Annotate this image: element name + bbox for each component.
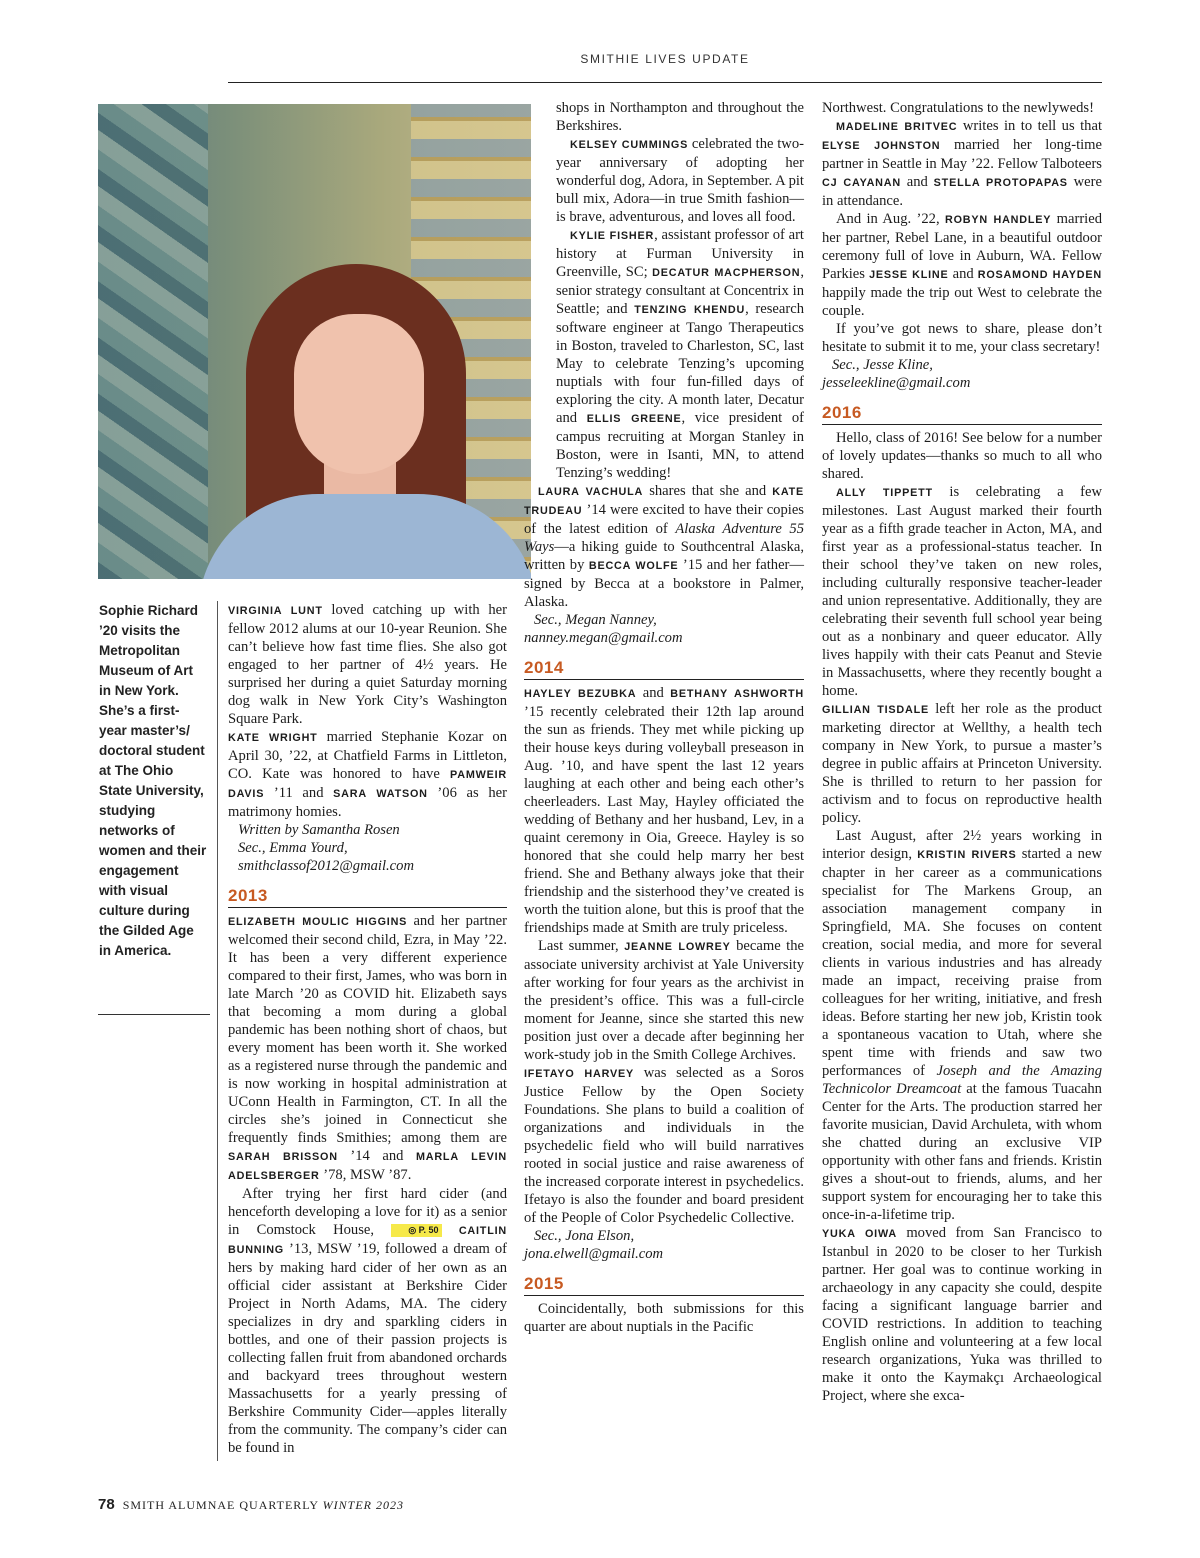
year-heading: 2016 (822, 400, 1102, 425)
class-note-continued: shops in Northampton and throughout the Berkshires. (556, 100, 804, 134)
class-note: Coincidentally, both submissions for this quarter are about nuptials in the Pacific (524, 1301, 804, 1335)
class-note-continued: Northwest. Congratulations to the newlyweds! (822, 100, 1094, 116)
page-number: 78 (98, 1496, 115, 1513)
secretary-email[interactable]: smithclassof2012@gmail.com (238, 858, 414, 874)
column-divider (217, 601, 218, 1461)
year-heading: 2015 (524, 1271, 804, 1296)
class-note: Hello, class of 2016! See below for a number of lovely updates—thanks so much to all who shared. (822, 430, 1102, 482)
class-note: GILLIAN TISDALE left her role as the product marketing director at Wellthy, a health tech company in New York, to pursue a master’s degree in public affairs at Princeton University. She is thrilled to return to her passion for activism and to focus on reproductive health policy. (822, 701, 1102, 826)
class-note: YUKA OIWA moved from San Francisco to Istanbul in 2020 to be closer to her Turkish partner. Her goal was to continue working in archaeology in any capacity she could, despite facing a significant language barrier and COVID restrictions. In addition to teaching English online and volunteering at a few local research organizations, Yuka was thrilled to make it onto the Kaymakçı Archaeological Project, where she exca- (822, 1225, 1102, 1404)
secretary-email[interactable]: nanney.megan@gmail.com (524, 630, 683, 646)
secretary-email[interactable]: jesseleekline@gmail.com (822, 375, 971, 391)
year-heading: 2013 (228, 883, 507, 908)
class-note: IFETAYO HARVEY was selected as a Soros Justice Fellow by the Open Society Foundations. She plans to build a coalition of organizations and individuals in the psychedelic field who will build narratives rooted in social justice and raise awareness of the increased corporate interest in psychedelics. Ifetayo is also the founder and board president of the People of Color Psychedelic Collective. (524, 1065, 804, 1226)
column-1 (228, 601, 507, 1457)
class-note: Last August, after 2½ years working in interior design, KRISTIN RIVERS started a new chapter in her career as a communications specialist for The Markens Group, an association management company in Springfield, MA. She focuses on content creation, social media, and more for several clients in various industries and has already made an impact, receiving praise from colleagues for her writing, initiative, and fresh ideas. Before starting her new job, Kristin took a spontaneous vacation to Utah, where she spent time with friends and saw two performances of Joseph and the Amazing Technicolor Dreamcoat at the famous Tuacahn Center for the Arts. The production starred her favorite musician, David Archuleta, with whom she chatted during an exclusive VIP opportunity with other fans and friends. Kristin gives a shout-out to friends, alums, and her support system for encouraging her to take this once-in-a-lifetime trip. (822, 828, 1102, 1223)
class-note: KELSEY CUMMINGS celebrated the two-year anniversary of adopting her wonderful dog, Adora, in September. A pit bull mix, Adora—in true Smith fashion—is brave, adventurous, and loves all food. (556, 136, 804, 225)
class-note: VIRGINIA LUNT loved catching up with her fellow 2012 alums at our 10-year Reunion. She can’t believe how fast time flies. She also got engaged to her partner of 4½ years. He surprised her during a quiet Saturday morning dog walk in New York City’s Washington Square Park. (228, 602, 507, 727)
issue-label: WINTER 2023 (322, 1498, 404, 1512)
class-note: KYLIE FISHER, assistant professor of art history at Furman University in Greenville, SC; DECATUR MACPHERSON, senior strategy consultant at Concentrix in Seattle; and TENZING KHENDU, research software engineer at Tango Therapeutics in Boston, traveled to Charleston, SC, last May to celebrate Tenzing’s upcoming nuptials with four fun-filled days of exploring the city. A month later, Decatur and ELLIS GREENE, vice president of campus recruiting at Morgan Stanley in Boston, were in Isanti, MN, to attend Tenzing’s wedding! (556, 227, 805, 481)
secretary-name: Sec., Jesse Kline, (832, 357, 933, 373)
photo-caption: Sophie Richard ’20 visits the Metropolitan Museum of Art in New York. She’s a first-year master’s/ doctoral student at The Ohio State University, studying networks of women and their engagement with visual culture during the Gilded Age in America. (99, 603, 207, 958)
section-header: SMITHIE LIVES UPDATE (580, 52, 750, 66)
page-reference-tag[interactable]: ◎ P. 50 (391, 1224, 441, 1237)
caption-rule (98, 1014, 210, 1015)
byline: Written by Samantha Rosen (238, 822, 400, 838)
class-note: ALLY TIPPETT is celebrating a few milestones. Last August marked their fourth year as a fifth grade teacher in Acton, MA, and first year as a professional-status teacher. In their school they’ve taken on new roles, including culturally responsive teacher-leader and union representative. Additionally, they are celebrating their seventh full school year being out as a nonbinary and queer educator. Ally lives happily with their cats Peanut and Stevie in Massachusetts, where they recently bought a home. (822, 484, 1102, 699)
class-note: HAYLEY BEZUBKA and BETHANY ASHWORTH ’15 recently celebrated their 12th lap around the sun as friends. They met while picking up their house keys during volleyball preseason in Aug. ’10, and have spent the last 12 years laughing at each other and being each other’s cheerleaders. Last May, Hayley officiated the wedding of Bethany and her husband, Lev, in a quaint ceremony in Oia, Greece. Hayley is so honored that she could help marry her best friend. She and Bethany always joke that their friendship and the sisterhood they’ve created is worth the tuition alone, but this is proof that the friendships made at Smith are truly priceless. (524, 685, 804, 936)
class-note: And in Aug. ’22, ROBYN HANDLEY married her partner, Rebel Lane, in a beautiful outdoor ceremony full of love in Auburn, WA. Fellow Parkies JESSE KLINE and ROSAMOND HAYDEN happily made the trip out West to celebrate the couple. (822, 211, 1103, 319)
secretary-name: Sec., Megan Nanney, (534, 612, 657, 628)
secretary-name: Sec., Jona Elson, (534, 1228, 635, 1244)
column-3 (822, 99, 1102, 1405)
secretary-email[interactable]: jona.elwell@gmail.com (524, 1246, 664, 1262)
year-heading: 2014 (524, 655, 804, 680)
portrait-photo (98, 104, 531, 579)
class-note: After trying her first hard cider (and henceforth developing a love for it) as a senior in Comstock House, ◎ P. 50 CAITLIN BUNNING ’13, MSW ’19, followed a dream of hers by making hard cider of her own as an official cider assistant at Berkshire Cider Project in North Adams, MA. The cidery specializes in dry and sparkling ciders in bottles, and one of their passion projects is collecting fallen fruit from abandoned orchards and backyard trees throughout western Massachusetts for a yearly pressing of Berkshire Community Cider—apples literally from the community. The company’s cider can be found in (228, 1186, 507, 1456)
page-footer (98, 1496, 404, 1513)
secretary-name: Sec., Emma Yourd, (238, 840, 348, 856)
header-rule (228, 82, 1102, 83)
publication-name: SMITH ALUMNAE QUARTERLY (122, 1498, 319, 1512)
class-note: LAURA VACHULA shares that she and KATE TRUDEAU ’14 were excited to have their copies of the latest edition of Alaska Adventure 55 Ways—a hiking guide to Southcentral Alaska, written by BECCA WOLFE ’15 and her father—signed by Becca at a bookstore in Palmer, Alaska. (524, 483, 805, 610)
column-2 (524, 99, 804, 1336)
class-note: KATE WRIGHT married Stephanie Kozar on April 30, ’22, at Chatfield Farms in Littleton, CO. Kate was honored to have PAMWEIR DAVIS ’11 and SARA WATSON ’06 as her matrimony homies. (228, 729, 508, 820)
class-note: MADELINE BRITVEC writes in to tell us that ELYSE JOHNSTON married her long-time partner in Seattle in May ’22. Fellow Talboteers CJ CAYANAN and STELLA PROTOPAPAS were in attendance. (822, 118, 1103, 209)
class-note: If you’ve got news to share, please don’t hesitate to submit it to me, your class secretary! (822, 321, 1102, 355)
class-note: ELIZABETH MOULIC HIGGINS and her partner welcomed their second child, Ezra, in May ’22. It has been a very different experience compared to their first, James, who was born in late March ’20 as COVID hit. Elizabeth says that becoming a mom during a global pandemic has been nothing short of chaos, but every moment has been worth it. She worked as a registered nurse through the pandemic and is now working in hospital administration at UConn Health in Farmington, CT. In all the circles she’s joined in Connecticut she frequently finds Smithies; among them are SARAH BRISSON ’14 and MARLA LEVIN ADELSBERGER ’78, MSW ’87. (228, 913, 507, 1183)
class-note: Last summer, JEANNE LOWREY became the associate university archivist at Yale University after working for four years as the archivist in the president’s office. This was a full-circle moment for Jeanne, since she started this new position just over a decade after beginning her work-study job in the Smith College Archives. (524, 938, 804, 1063)
